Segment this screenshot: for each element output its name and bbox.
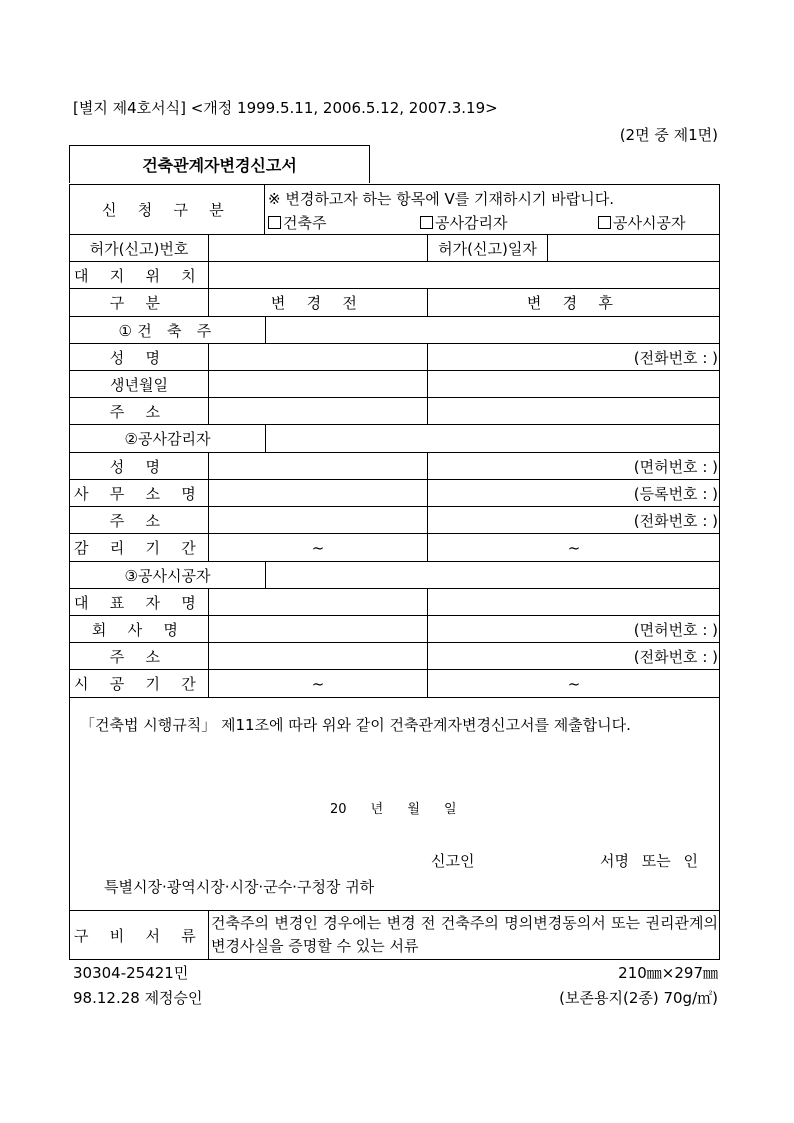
site-location-field[interactable] <box>209 262 720 289</box>
owner-address-before[interactable] <box>209 398 428 425</box>
owner-address-label: 주 소 <box>70 398 209 425</box>
form-title: 건축관계자변경신고서 <box>69 145 370 183</box>
supervisor-name-before[interactable] <box>209 453 428 480</box>
checkbox-icon[interactable] <box>420 216 433 229</box>
site-location-label: 대 지 위 치 <box>70 262 209 289</box>
before-header: 변 경 전 <box>209 289 428 317</box>
option-owner[interactable]: 건축주 <box>268 212 326 233</box>
application-type-options <box>265 185 720 235</box>
supervisor-office-after[interactable]: (등록번호 : ) <box>428 480 720 507</box>
supervisor-name-after[interactable]: (면허번호 : ) <box>428 453 720 480</box>
supervisor-office-before[interactable] <box>209 480 428 507</box>
contractor-rep-after[interactable] <box>428 589 720 616</box>
construction-period-after[interactable]: ~ <box>428 670 720 698</box>
construction-period-before[interactable]: ~ <box>209 670 428 698</box>
checkbox-icon[interactable] <box>268 216 281 229</box>
section-owner-title: ①건 축 주 <box>70 317 266 344</box>
section-supervisor-blank <box>266 425 720 453</box>
owner-name-before[interactable] <box>209 344 428 371</box>
section-contractor-blank <box>266 562 720 589</box>
documents-label: 구 비 서 류 <box>70 911 209 959</box>
permit-number-label: 허가(신고)번호 <box>70 235 209 262</box>
addressee: 특별시장·광역시장·시장·군수·구청장 귀하 <box>104 878 375 896</box>
contractor-rep-before[interactable] <box>209 589 428 616</box>
owner-birthdate-before[interactable] <box>209 371 428 398</box>
approval-date: 98.12.28 제정승인 <box>73 989 203 1007</box>
owner-birthdate-after[interactable] <box>428 371 720 398</box>
permit-date-field[interactable] <box>548 235 720 262</box>
option-contractor[interactable]: 공사시공자 <box>598 212 685 233</box>
owner-birthdate-label: 생년월일 <box>70 371 209 398</box>
application-type-label: 신 청 구 분 <box>70 185 265 235</box>
permit-date-label: 허가(신고)일자 <box>428 235 548 262</box>
category-header: 구 분 <box>70 289 209 317</box>
contractor-company-after[interactable]: (면허번호 : ) <box>428 616 720 643</box>
signature-label[interactable]: 서명 또는 인 <box>600 852 698 870</box>
contractor-rep-label: 대 표 자 명 <box>70 589 209 616</box>
documents-field <box>209 911 720 959</box>
paper-type: (보존용지(2종) 70g/㎡) <box>559 989 718 1007</box>
page-indicator: (2면 중 제1면) <box>619 126 718 144</box>
supervisor-name-label: 성 명 <box>70 453 209 480</box>
section-contractor-title: ③공사시공자 <box>70 562 266 589</box>
after-header: 변 경 후 <box>428 289 720 317</box>
checkbox-icon[interactable] <box>598 216 611 229</box>
paper-size: 210㎜×297㎜ <box>618 964 718 982</box>
contractor-address-before[interactable] <box>209 643 428 670</box>
section-supervisor-title: ②공사감리자 <box>70 425 266 453</box>
declaration-text: 「건축법 시행규칙」 제11조에 따라 위와 같이 건축관계자변경신고서를 제출합니다. <box>80 716 631 734</box>
form-code: 30304-25421민 <box>73 964 189 982</box>
section-owner-blank <box>266 317 720 344</box>
form-number: [별지 제4호서식] <개정 1999.5.11, 2006.5.12, 2007.3.19> <box>73 99 498 117</box>
contractor-company-before[interactable] <box>209 616 428 643</box>
application-type-note: ※ 변경하고자 하는 항목에 V를 기재하시기 바랍니다. <box>268 190 615 208</box>
permit-number-field[interactable] <box>209 235 428 262</box>
construction-period-label: 시 공 기 간 <box>70 670 209 698</box>
supervisor-address-before[interactable] <box>209 507 428 534</box>
documents-text: 건축주의 변경인 경우에는 변경 전 건축주의 명의변경동의서 또는 권리관계의 변경사실을 증명할 수 있는 서류 <box>211 914 718 955</box>
supervisor-office-label: 사 무 소 명 <box>70 480 209 507</box>
applicant-label: 신고인 <box>431 852 475 870</box>
supervision-period-after[interactable]: ~ <box>428 534 720 562</box>
contractor-address-after[interactable]: (전화번호 : ) <box>428 643 720 670</box>
owner-name-after[interactable]: (전화번호 : ) <box>428 344 720 371</box>
owner-address-after[interactable] <box>428 398 720 425</box>
contractor-address-label: 주 소 <box>70 643 209 670</box>
owner-name-label: 성 명 <box>70 344 209 371</box>
supervisor-address-after[interactable]: (전화번호 : ) <box>428 507 720 534</box>
supervision-period-label: 감 리 기 간 <box>70 534 209 562</box>
option-supervisor[interactable]: 공사감리자 <box>420 212 507 233</box>
supervisor-address-label: 주 소 <box>70 507 209 534</box>
form-table <box>69 184 720 960</box>
supervision-period-before[interactable]: ~ <box>209 534 428 562</box>
contractor-company-label: 회 사 명 <box>70 616 209 643</box>
submission-date[interactable]: 20 년 월 일 <box>330 802 457 817</box>
